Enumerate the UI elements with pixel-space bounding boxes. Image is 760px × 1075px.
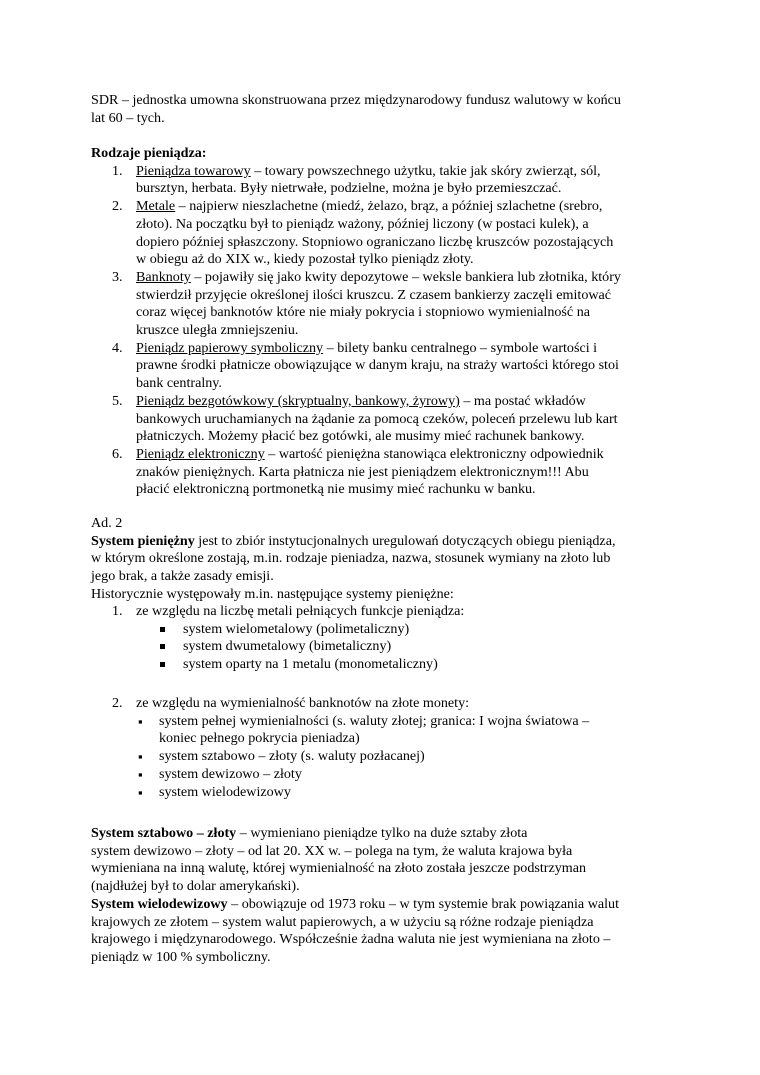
list-item: 3. Banknoty – pojawiły się jako kwity depozytowe – weksle bankiera lub złotnika, który stwierdził przyjęcie określonej ilości kruszcu. Z czasem bankierzy zaczęli emitować coraz więcej banknotów które nie miały pokrycia i stopniowo wymienialność na kruszce uległa zmniejszeniu. (112, 268, 621, 339)
bullet-icon: ▪ (138, 766, 143, 782)
list-item: ▪ system wielodewizowy (138, 783, 291, 800)
list-item: ▪ system pełnej wymienialności (s. waluty złotej; granica: I wojna światowa – koniec pełnego pokrycia pieniadza) (138, 712, 590, 747)
list-item: system dwumetalowy (bimetaliczny) (91, 638, 691, 656)
list-label: ze względu na wymienialność banknotów na złote monety: (136, 695, 470, 711)
item-term: Banknoty (136, 268, 191, 285)
section-label: Ad. 2 (91, 515, 123, 531)
bullet-list (91, 713, 691, 802)
money-types-section (91, 145, 691, 499)
list-item: ▪ system dewizowo – złoty (138, 765, 302, 782)
bullet-icon: ▪ (138, 784, 143, 800)
list-item: 5. Pieniądz bezgotówkowy (skryptualny, bankowy, żyrowy) – ma postać wkładów bankowych uruchamianych na żądanie za pomocą czeków, poleceń przelewu lub kart płatniczych. Możemy płacić bez gotówki, ale musimy mieć rachunek bankowy. (112, 392, 618, 445)
text-line: lat 60 – tych. (91, 109, 165, 126)
term-bold: System sztabowo – złoty (91, 825, 237, 841)
item-number: 2. (112, 198, 123, 215)
section-heading: Rodzaje pieniądza: (91, 145, 207, 161)
item-number: 1. (112, 162, 123, 179)
item-number: 6. (112, 445, 123, 462)
list-item: system wielometalowy (polimetaliczny) (91, 621, 691, 639)
text-line: SDR – jednostka umowna skonstruowana przez międzynarodowy fundusz walutowy w końcu (91, 92, 621, 108)
list-item: ▪ system sztabowo – złoty (s. waluty pozłacanej) (138, 748, 425, 765)
term-bold: System pieniężny (91, 532, 195, 549)
bullet-list (91, 621, 691, 674)
square-bullet-icon (160, 662, 165, 667)
list-item: system oparty na 1 metalu (monometaliczny) (91, 656, 691, 674)
systems-list-2 (91, 695, 691, 801)
square-bullet-icon (160, 627, 165, 632)
list-item: 2. Metale – najpierw nieszlachetne (miedź, żelazo, brąz, a później szlachetne (srebro, złoto). Na początku był to pieniądz ważony, później liczony (w postaci kulek), a dopiero później spłaszczony. Stopniowo ograniczano liczbę kruszców pozostających w obiegu aż do XIX w., kiedy pozostał tylko pieniądz złoty. (112, 198, 614, 268)
item-term: Pieniądz elektroniczny (136, 445, 265, 462)
money-types-list (91, 163, 691, 499)
item-term: Metale (136, 198, 176, 215)
item-number: 5. (112, 392, 123, 409)
list-item: 4. Pieniądz papierowy symboliczny – bilety banku centralnego – symbole wartości i prawne środki płatnicze obowiązujące w danym kraju, na straży wartości którego stoi bank centralny. (112, 339, 619, 392)
list-label: ze względu na liczbę metali pełniących funkcje pieniądza: (136, 603, 465, 619)
item-number: 3. (112, 268, 123, 285)
section-systems-desc: System sztabowo – złoty – wymieniano pieniądze tylko na duże sztaby złota system dewizowo – złoty – od lat 20. XX w. – polega na tym, że waluta krajowa była wymieniana na inną walutę, której wymienialność na złoto została jeszcze podstrzyman (najdłużej był to dolar amerykański). System wielodewizowy – obowiązuje od 1973 roku – w tym systemie brak powiązania walut krajowych ze złotem – system walut papierowych, a w użyciu są różne rodzaje pieniądza krajowego i międzynarodowego. Współcześnie żadna waluta nie jest wymieniana na złoto – pieniądz w 100 % symboliczny. (91, 825, 620, 965)
list-item: 1. Pieniądza towarowy – towary powszechnego użytku, takie jak skóry zwierząt, sól, bursztyn, herbata. Były nietrwałe, podzielne, można je było przemieszczać. (112, 162, 601, 197)
bullet-icon: ▪ (138, 713, 143, 729)
systems-list-1 (91, 603, 691, 674)
item-term: Pieniądz papierowy symboliczny (136, 339, 324, 356)
section-ad2: Ad. 2 System pieniężny jest to zbiór instytucjonalnych uregulowań dotyczących obiegu pieniądza, w którym określone zostają, m.in. rodzaje pieniadza, nazwa, stosunek wymiany na złoto lub jego brak, a także zasady emisji. Historycznie występowały m.in. następujące systemy pieniężne: (91, 515, 691, 604)
list-item: 6. Pieniądz elektroniczny – wartość pieniężna stanowiąca elektroniczny odpowiednik znaków pieniężnych. Karta płatnicza nie jest pieniądzem elektronicznym!!! Abu płacić elektroniczną portmonetką nie musimy mieć rachunku w banku. (112, 445, 604, 498)
list-item: 1. ze względu na liczbę metali pełniących funkcje pieniądza: (91, 603, 691, 621)
square-bullet-icon (160, 644, 165, 649)
list-item: 2. ze względu na wymienialność banknotów na złote monety: (91, 695, 691, 713)
bullet-icon: ▪ (138, 749, 143, 765)
text-line: Historycznie występowały m.in. następujące systemy pieniężne: (91, 585, 454, 602)
item-number: 4. (112, 339, 123, 356)
item-term: Pieniądza towarowy (136, 162, 251, 179)
item-term: Pieniądz bezgotówkowy (skryptualny, bankowy, żyrowy) (136, 392, 460, 409)
intro-paragraph (91, 92, 691, 127)
term-bold: System wielodewizowy (91, 895, 228, 912)
